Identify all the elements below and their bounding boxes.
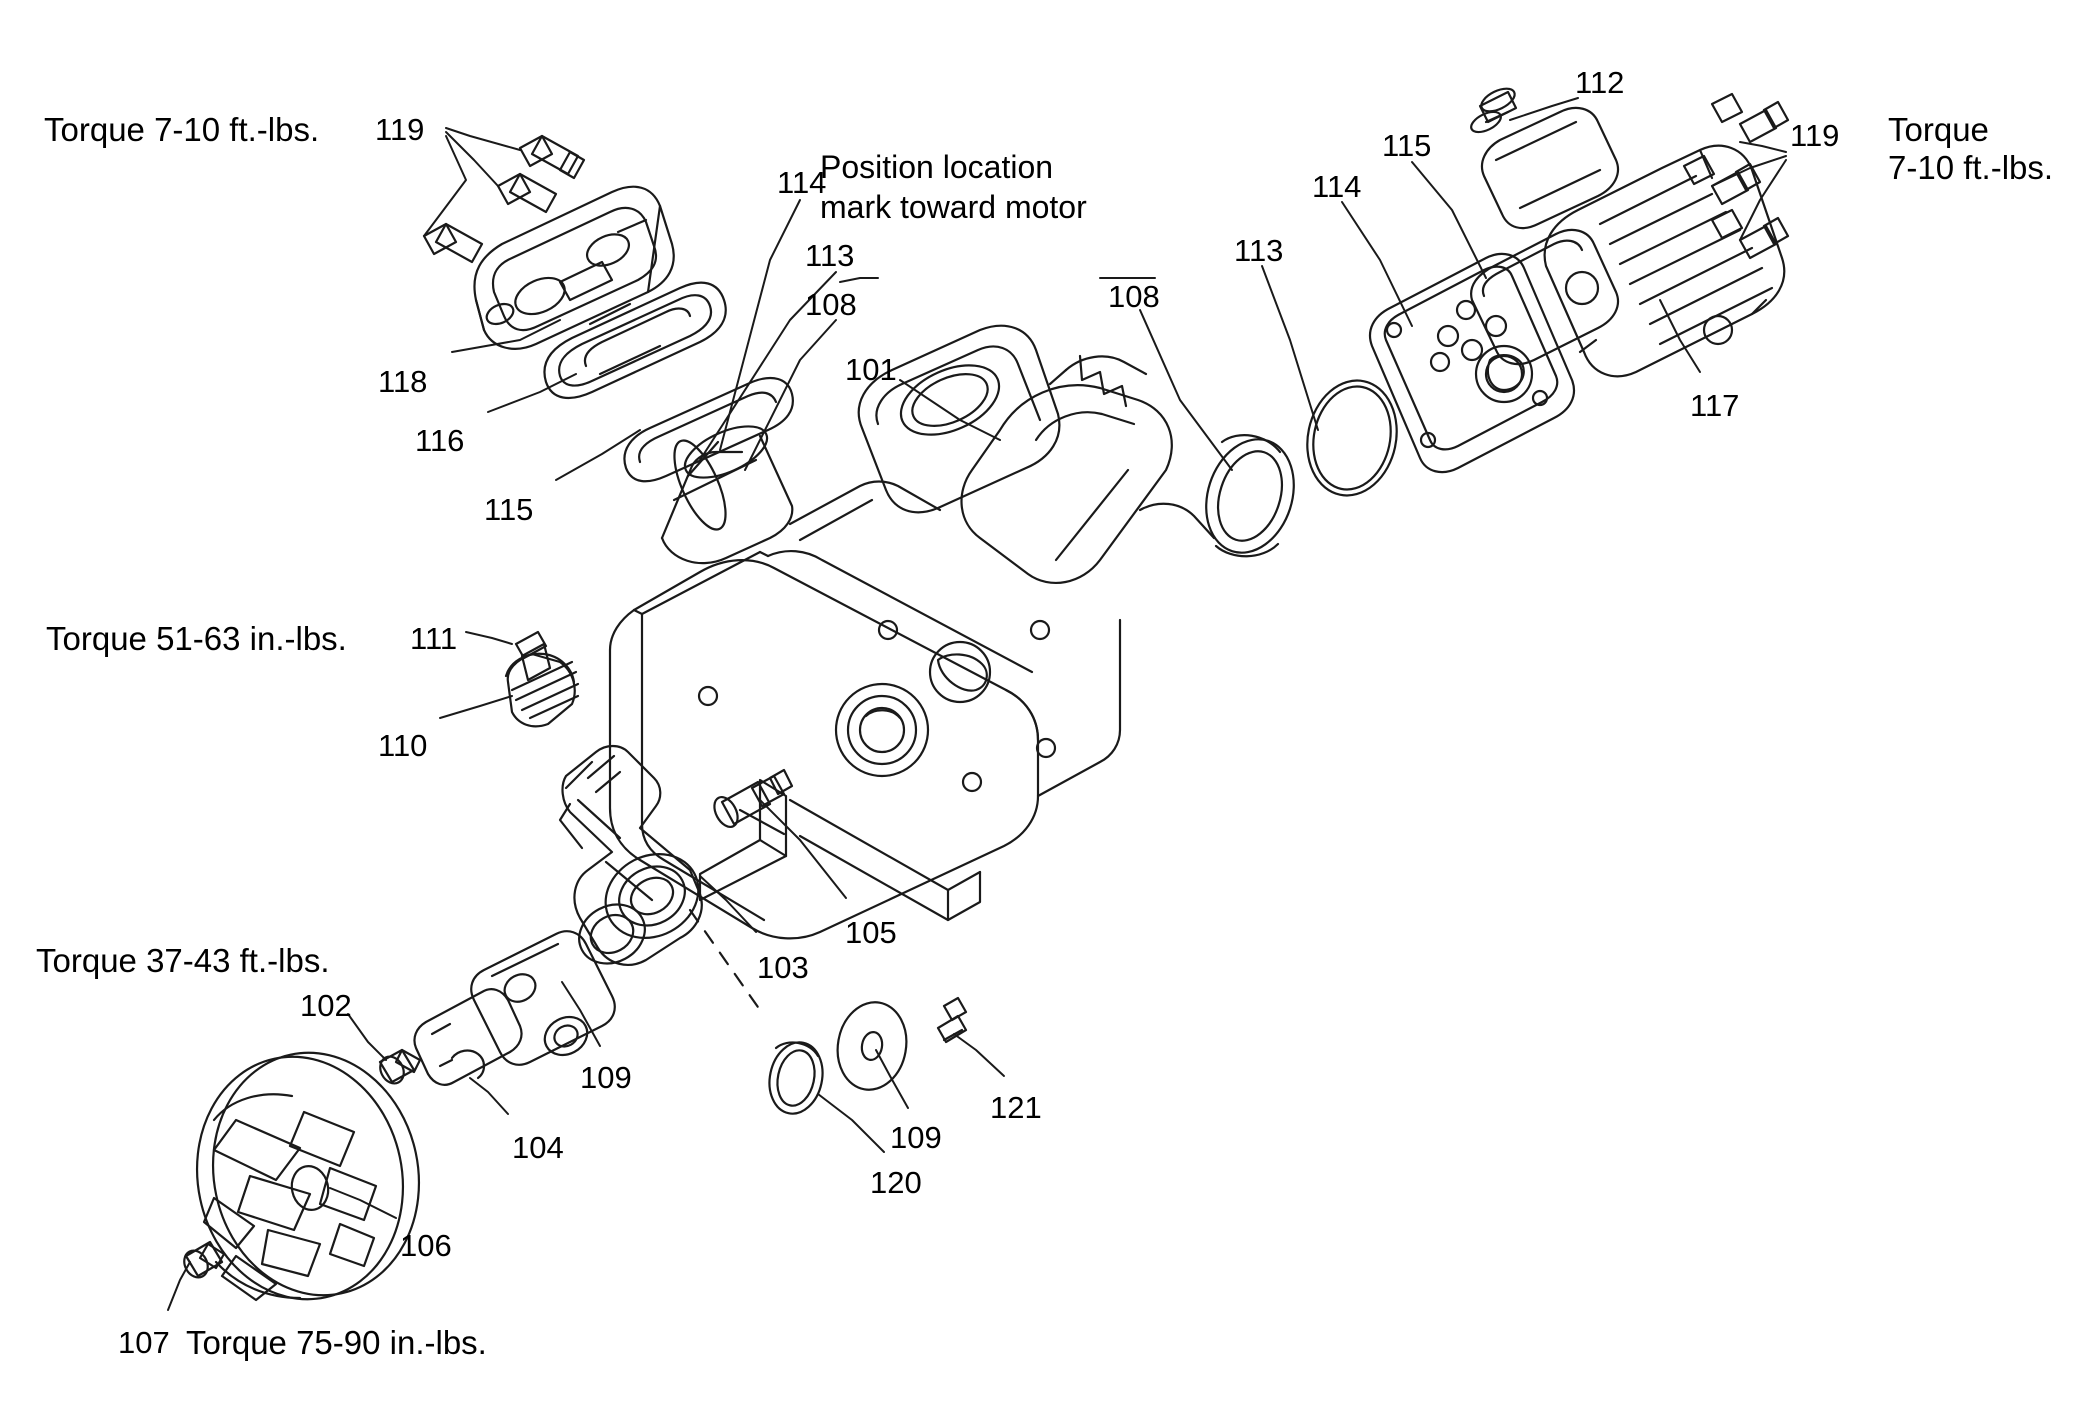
callout-110: 110: [378, 728, 428, 763]
callout-115-right: 115: [1382, 128, 1432, 163]
callout-107: 107: [118, 1325, 170, 1360]
callout-105: 105: [845, 915, 897, 950]
note-torque-119-right-line1: Torque: [1888, 111, 1989, 148]
callout-101: 101: [845, 352, 897, 387]
callout-102: 102: [300, 988, 352, 1023]
callout-106: 106: [400, 1228, 452, 1263]
callout-108-left: 108: [805, 287, 857, 322]
callout-109-left: 109: [580, 1060, 632, 1095]
note-torque-111: Torque 51-63 in.-lbs.: [46, 620, 347, 657]
callout-115-left: 115: [484, 492, 534, 527]
callout-119-left: 119: [375, 112, 425, 147]
note-position-line2: mark toward motor: [820, 189, 1087, 225]
callout-109-right: 109: [890, 1120, 942, 1155]
callout-118: 118: [378, 364, 428, 399]
note-torque-102: Torque 37-43 ft.-lbs.: [36, 942, 330, 979]
callout-103: 103: [757, 950, 809, 985]
note-position-line1: Position location: [820, 149, 1054, 185]
note-torque-107: Torque 75-90 in.-lbs.: [186, 1324, 487, 1361]
callout-117: 117: [1690, 388, 1740, 423]
callout-114-left: 114: [777, 165, 827, 200]
callout-111: 111: [410, 621, 458, 656]
callout-108-right: 108: [1108, 279, 1160, 314]
callout-112: 112: [1575, 65, 1625, 100]
note-torque-119-left: Torque 7-10 ft.-lbs.: [44, 111, 320, 148]
callout-119-right: 119: [1790, 118, 1840, 153]
callout-114-right: 114: [1312, 169, 1362, 204]
callout-120: 120: [870, 1165, 922, 1200]
callout-104: 104: [512, 1130, 564, 1165]
note-torque-119-right-line2: 7-10 ft.-lbs.: [1888, 149, 2054, 186]
callout-121: 121: [990, 1090, 1042, 1125]
callout-113-right: 113: [1234, 233, 1284, 268]
callout-113-left: 113: [805, 238, 855, 273]
callout-116: 116: [415, 423, 465, 458]
